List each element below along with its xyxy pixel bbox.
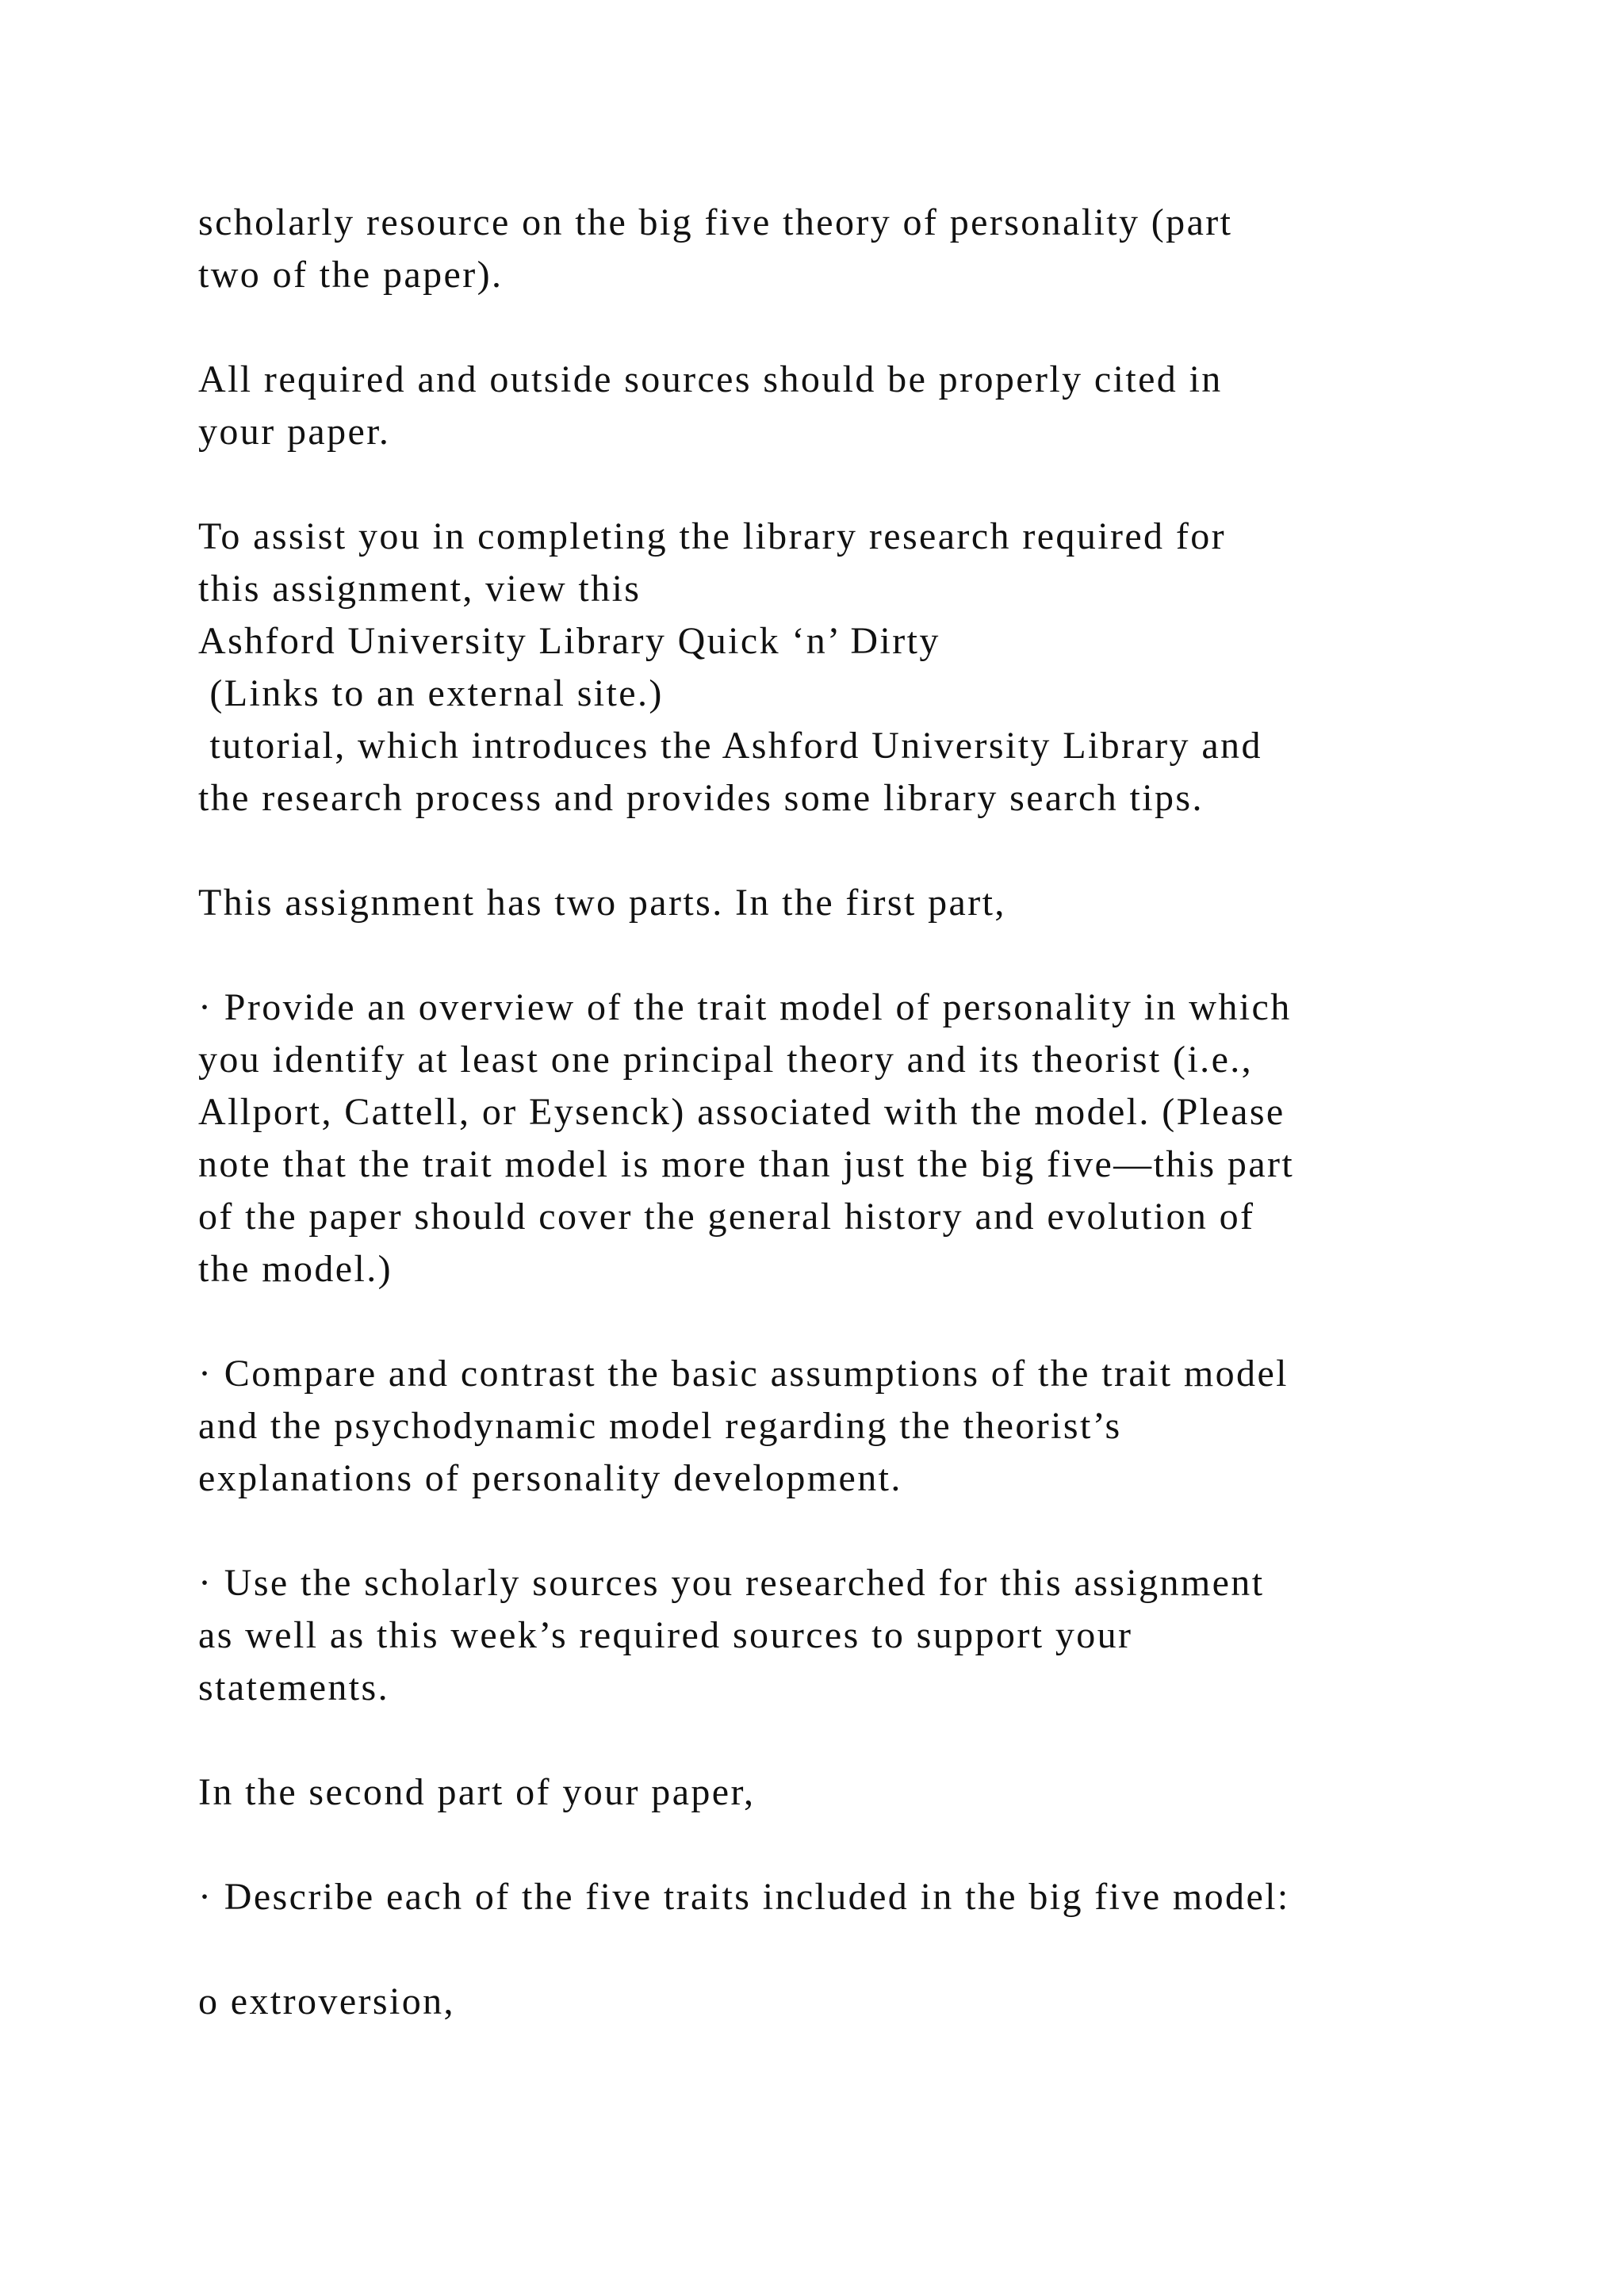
sub-bullet-extroversion	[198, 1976, 1507, 2028]
text-line: this assignment, view this	[198, 568, 642, 610]
text-line: you identify at least one principal theory and its theorist (i.e.,	[198, 1039, 1254, 1081]
text-line: Allport, Cattell, or Eysenck) associated with the model. (Please	[198, 1091, 1285, 1133]
paragraph-citation-note	[198, 354, 1507, 458]
bullet-describe	[198, 1871, 1507, 1923]
text-line: · Provide an overview of the trait model of personality in which	[198, 986, 1292, 1028]
text-line: your paper.	[198, 411, 391, 453]
text-line: This assignment has two parts. In the first part,	[198, 882, 1006, 924]
library-tutorial-link-text: Ashford University Library Quick ‘n’ Dirty	[198, 620, 940, 662]
paragraph-two-parts	[198, 877, 1507, 929]
text-line: as well as this week’s required sources to support your	[198, 1614, 1133, 1656]
paragraph-library-note	[198, 511, 1507, 825]
bullet-overview	[198, 982, 1507, 1295]
text-line: the model.)	[198, 1248, 393, 1290]
text-line: · Compare and contrast the basic assumptions of the trait model	[198, 1353, 1289, 1395]
text-line: note that the trait model is more than just the big five—this part	[198, 1143, 1295, 1185]
external-site-link-note: (Links to an external site.)	[198, 672, 664, 714]
bullet-sources	[198, 1557, 1507, 1714]
text-line: two of the paper).	[198, 254, 504, 296]
text-line: statements.	[198, 1667, 390, 1709]
text-line: of the paper should cover the general history and evolution of	[198, 1196, 1255, 1238]
text-line: explanations of personality development.	[198, 1457, 902, 1499]
text-line: All required and outside sources should be properly cited in	[198, 358, 1223, 400]
text-line: · Use the scholarly sources you researched for this assignment	[198, 1562, 1265, 1604]
text-line: scholarly resource on the big five theory of personality (part	[198, 201, 1233, 243]
text-line: In the second part of your paper,	[198, 1771, 756, 1813]
text-line: the research process and provides some library search tips.	[198, 777, 1204, 819]
text-line: o extroversion,	[198, 1980, 455, 2022]
text-line: To assist you in completing the library research required for	[198, 515, 1227, 557]
bullet-compare	[198, 1348, 1507, 1505]
text-line: · Describe each of the five traits included in the big five model:	[198, 1876, 1290, 1918]
document-body	[198, 197, 1507, 2080]
text-line: tutorial, which introduces the Ashford University Library and	[198, 725, 1262, 767]
text-line: and the psychodynamic model regarding the theorist’s	[198, 1405, 1122, 1447]
paragraph-second-part	[198, 1766, 1507, 1819]
paragraph-intro-part-two	[198, 197, 1507, 301]
